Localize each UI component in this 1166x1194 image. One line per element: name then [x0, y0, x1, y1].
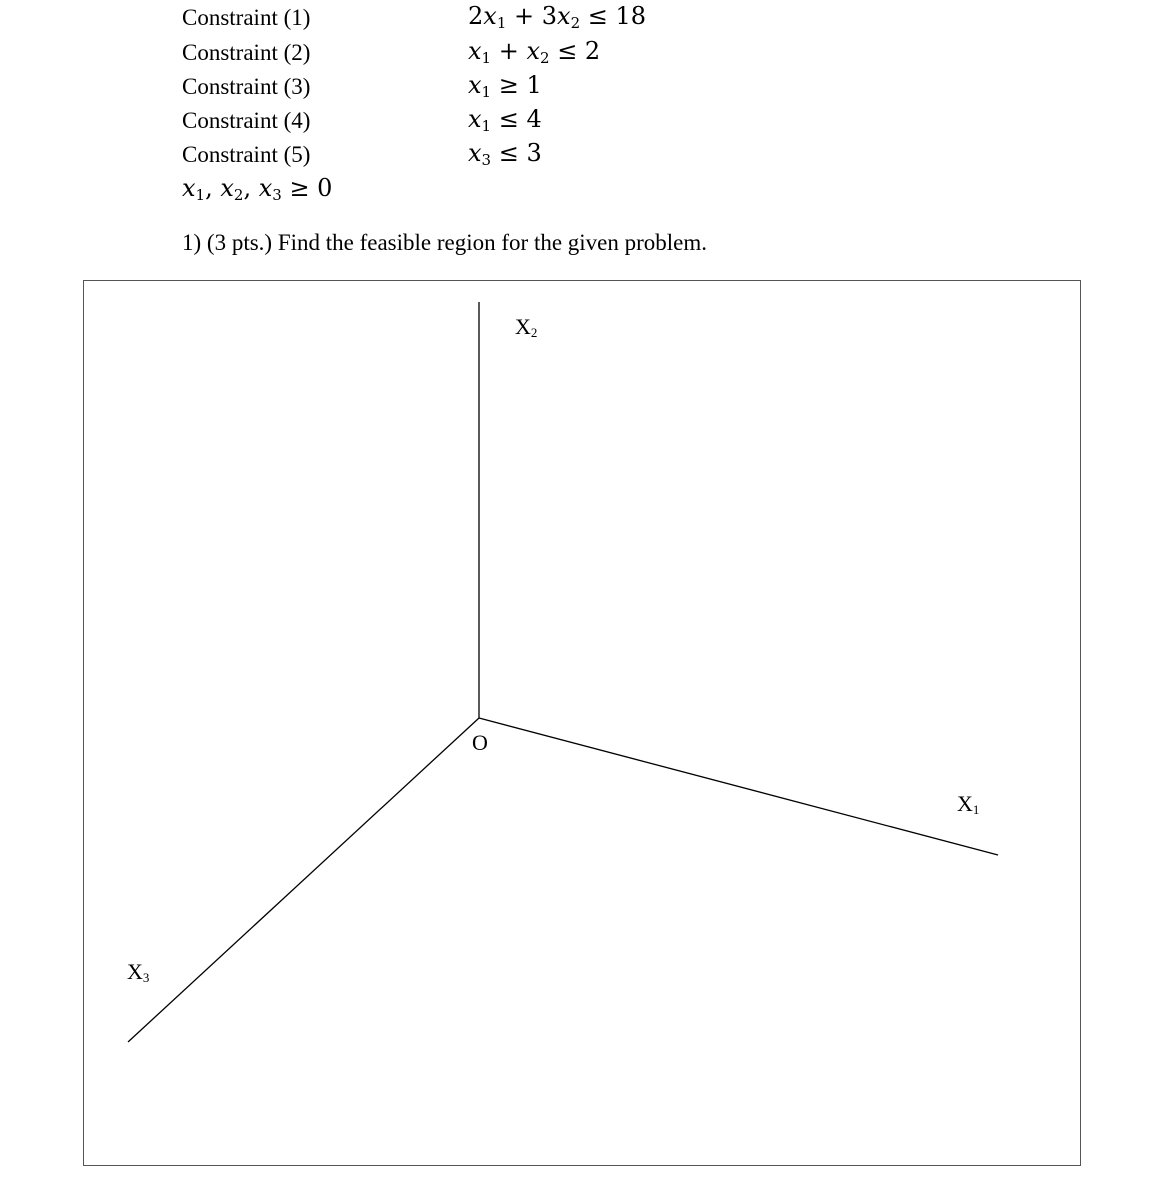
constraint-2-label: Constraint (2) — [182, 40, 311, 65]
x2-axis-label: $X_2$ — [515, 314, 538, 340]
x1-axis-label: $X_1$ — [957, 791, 980, 817]
constraint-5-label: Constraint (5) — [182, 142, 311, 167]
axes-figure — [83, 280, 1081, 1166]
constraint-3-expression: $x_1 \ge 1$ — [468, 71, 542, 101]
constraint-1-label: Constraint (1) — [182, 5, 311, 30]
constraint-4-expression: $x_1 \le 4$ — [468, 105, 542, 135]
constraint-1-expression: $2x_1 + 3x_2 \le 18$ — [468, 2, 647, 32]
nonnegativity-constraint: $x_1$, $x_2$, $x_3 \ge 0$ — [182, 174, 333, 204]
question-text: 1) (3 pts.) Find the feasible region for the given problem. — [182, 230, 708, 255]
x1-axis-line — [479, 718, 998, 855]
constraint-3-label: Constraint (3) — [182, 74, 311, 99]
constraint-2-expression: $x_1 + x_2 \le 2$ — [468, 37, 601, 67]
axes-svg — [84, 281, 1080, 1165]
x3-axis-label: $X_3$ — [127, 959, 150, 985]
constraint-5-expression: $x_3 \le 3$ — [468, 139, 542, 169]
x3-axis-line — [128, 718, 479, 1042]
constraint-4-label: Constraint (4) — [182, 108, 311, 133]
origin-label: O — [472, 730, 488, 755]
